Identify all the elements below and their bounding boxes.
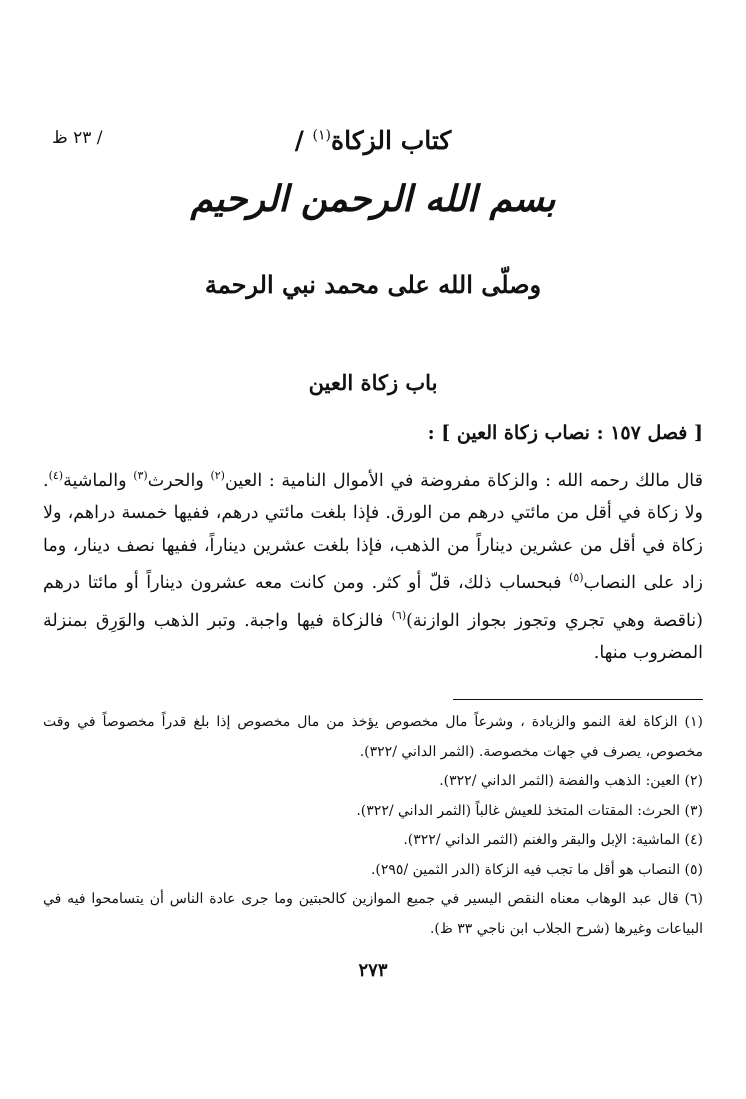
title-footnote-ref: (١) xyxy=(312,127,332,144)
footnote-ref: (٥) xyxy=(569,571,584,585)
footnote-ref: (٦) xyxy=(391,608,407,622)
footnote: (٥) النصاب هو أقل ما تجب فيه الزكاة (الدر الثمين /٢٩٥). xyxy=(370,861,703,878)
footnote-ref: (٤) xyxy=(48,469,64,482)
body-segment: . ولا زكاة في أقل من مائتي درهم من الورق. فإذا بلغت مائتي درهم، ففيها خمسة دراهم، ولا زكاة في أقل من عشرين ديناراً من الذهب، فإذا بلغت عشرين ديناراً، ففيها نصف دينار، وما زاد على النصاب xyxy=(43,470,704,594)
title-text: كتاب الزكاة xyxy=(331,126,452,155)
body-segment: والماشية xyxy=(63,470,134,491)
main-paragraph xyxy=(43,460,703,669)
body-segment: فالزكاة فيها واجبة. وتبر الذهب والوَرِق بمنزلة المضروب منها. xyxy=(43,610,703,663)
salutation-line: وصلّى الله على محمد نبي الرحمة xyxy=(204,270,542,299)
footnote-ref: (٢) xyxy=(210,469,225,482)
footnote: (٣) الحرث: المقتات المتخذ للعيش غالباً (الثمر الداني /٣٢٢). xyxy=(356,802,703,819)
footnote: (٦) قال عبد الوهاب معناه النقص اليسير في جميع الموازين كالحبتين وما جرى عادة الناس أن يتسامحوا فيه في البياعات وغيرها (شرح الجلاب ابن ناجي ٣٣ ظ). xyxy=(43,891,703,937)
body-segment: والحرث xyxy=(147,470,211,491)
footnotes-block xyxy=(43,708,703,944)
title-marker: / xyxy=(294,126,304,155)
footnote: (٤) الماشية: الإبل والبقر والغنم (الثمر الداني /٣٢٢). xyxy=(403,832,703,848)
chapter-heading: باب زكاة العين xyxy=(308,370,438,395)
footnote-divider xyxy=(453,699,703,700)
footnote: (١) الزكاة لغة النمو والزيادة ، وشرعاً مال مخصوص يؤخذ من مال مخصوص إذا بلغ قدراً مخصوصاً في وقت مخصوص، يصرف في جهات مخصوصة. (الثمر الداني /٣٢٢). xyxy=(43,714,703,760)
book-title xyxy=(0,126,746,155)
section-heading: [ فصل ١٥٧ : نصاب زكاة العين ] : xyxy=(427,422,703,444)
folio-margin-note: / ٢٣ ظ xyxy=(52,128,103,148)
basmala-calligraphy: بسم الله الرحمن الرحيم xyxy=(190,178,556,220)
body-segment: فبحساب ذلك، قلّ أو كثر. ومن كانت معه عشرون ديناراً أو مائتا درهم (ناقصة وهي تجري وتجوز بجواز الوازنة) xyxy=(43,573,704,631)
footnote: (٢) العين: الذهب والفضة (الثمر الداني /٣٢٢). xyxy=(439,773,703,789)
page-number: ٢٧٣ xyxy=(358,960,388,981)
body-segment: قال مالك رحمه الله : والزكاة مفروضة في الأموال النامية : العين xyxy=(224,470,704,491)
footnote-ref: (٣) xyxy=(133,469,148,482)
